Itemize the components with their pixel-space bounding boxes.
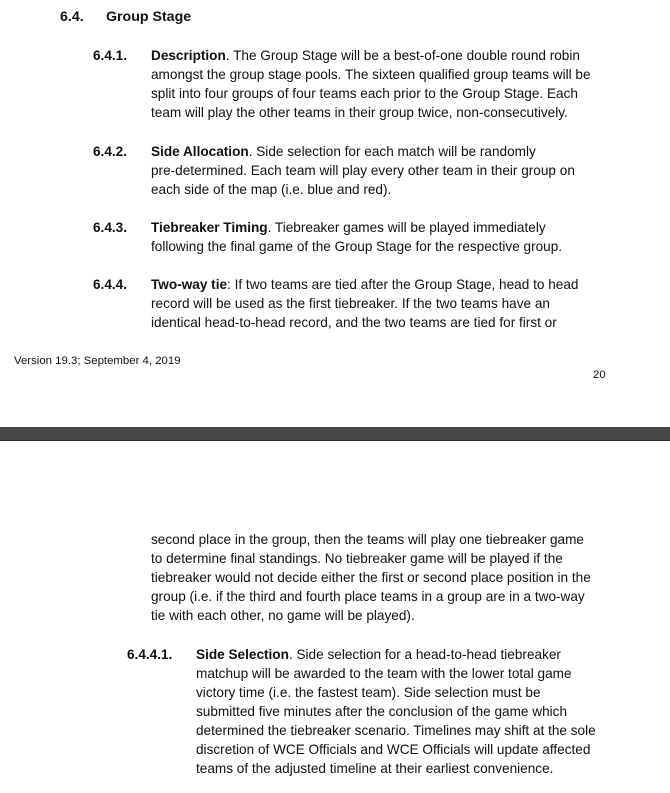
clause-side-allocation [151, 142, 575, 199]
subclause-side-selection [196, 645, 596, 778]
clause-number: 6.4.1. [93, 48, 128, 63]
clause-line: tie with each other, no game will be played). [151, 608, 415, 623]
section-title: Group Stage [106, 9, 192, 25]
clause-line: team will play the other teams in their group twice, non-consecutively. [151, 105, 568, 120]
clause-line: second place in the group, then the teams will play one tiebreaker game [151, 532, 584, 547]
clause-title: Side Allocation [151, 144, 249, 159]
footer-version: Version 19.3; September 4, 2019 [14, 355, 181, 367]
subclause-title: Side Selection [196, 647, 289, 662]
clause-line: Two-way tie: If two teams are tied after the Group Stage, head to head [151, 277, 579, 292]
clause-line: amongst the group stage pools. The sixteen qualified group teams will be [151, 67, 591, 82]
clause-line: group (i.e. if the third and fourth place teams in a group are in a two-way [151, 589, 585, 604]
clause-line: Description. The Group Stage will be a best-of-one double round robin [151, 48, 580, 63]
clause-line: record will be used as the first tiebreaker. If the two teams have an [151, 296, 550, 311]
clause-line: pre-determined. Each team will play every other team in their group on [151, 163, 575, 178]
footer-page-number: 20 [593, 369, 606, 381]
clause-number: 6.4.2. [93, 144, 128, 159]
clause-line: to determine final standings. No tiebreaker game will be played if the [151, 551, 563, 566]
clause-line: Tiebreaker Timing. Tiebreaker games will be played immediately [151, 220, 546, 235]
clause-title: Description [151, 48, 226, 63]
section-number: 6.4. [60, 9, 84, 25]
clause-line: matchup will be awarded to the team with the lower total game [196, 666, 572, 681]
clause-number: 6.4.3. [93, 220, 128, 235]
clause-description [151, 46, 591, 122]
clause-line: discretion of WCE Officials and WCE Officials will update affected [196, 742, 591, 757]
clause-continuation [151, 530, 591, 625]
clause-line: submitted five minutes after the conclusion of the game which [196, 704, 568, 719]
clause-line: Side Allocation. Side selection for each match will be randomly [151, 144, 536, 159]
clause-line: each side of the map (i.e. blue and red). [151, 182, 392, 197]
clause-title: Two-way tie [151, 277, 228, 292]
clause-line: Side Selection. Side selection for a head-to-head tiebreaker [196, 647, 561, 662]
document-page-21 [0, 441, 670, 793]
clause-tiebreaker-timing [151, 218, 562, 256]
clause-line: victory time (i.e. the fastest team). Side selection must be [196, 685, 541, 700]
clause-line: following the final game of the Group Stage for the respective group. [151, 239, 563, 254]
clause-line: split into four groups of four teams each prior to the Group Stage. Each [151, 86, 578, 101]
clause-line: identical head-to-head record, and the two teams are tied for first or [151, 315, 557, 330]
page-separator [0, 427, 670, 441]
clause-line: determined the tiebreaker scenario. Timelines may shift at the sole [196, 723, 596, 738]
clause-number: 6.4.4. [93, 277, 128, 292]
clause-line: tiebreaker would not decide either the first or second place position in the [151, 570, 591, 585]
clause-line: teams of the adjusted timeline at their earliest convenience. [196, 761, 554, 776]
subclause-number: 6.4.4.1. [127, 647, 173, 662]
clause-two-way-tie [151, 275, 578, 332]
clause-title: Tiebreaker Timing [151, 220, 268, 235]
